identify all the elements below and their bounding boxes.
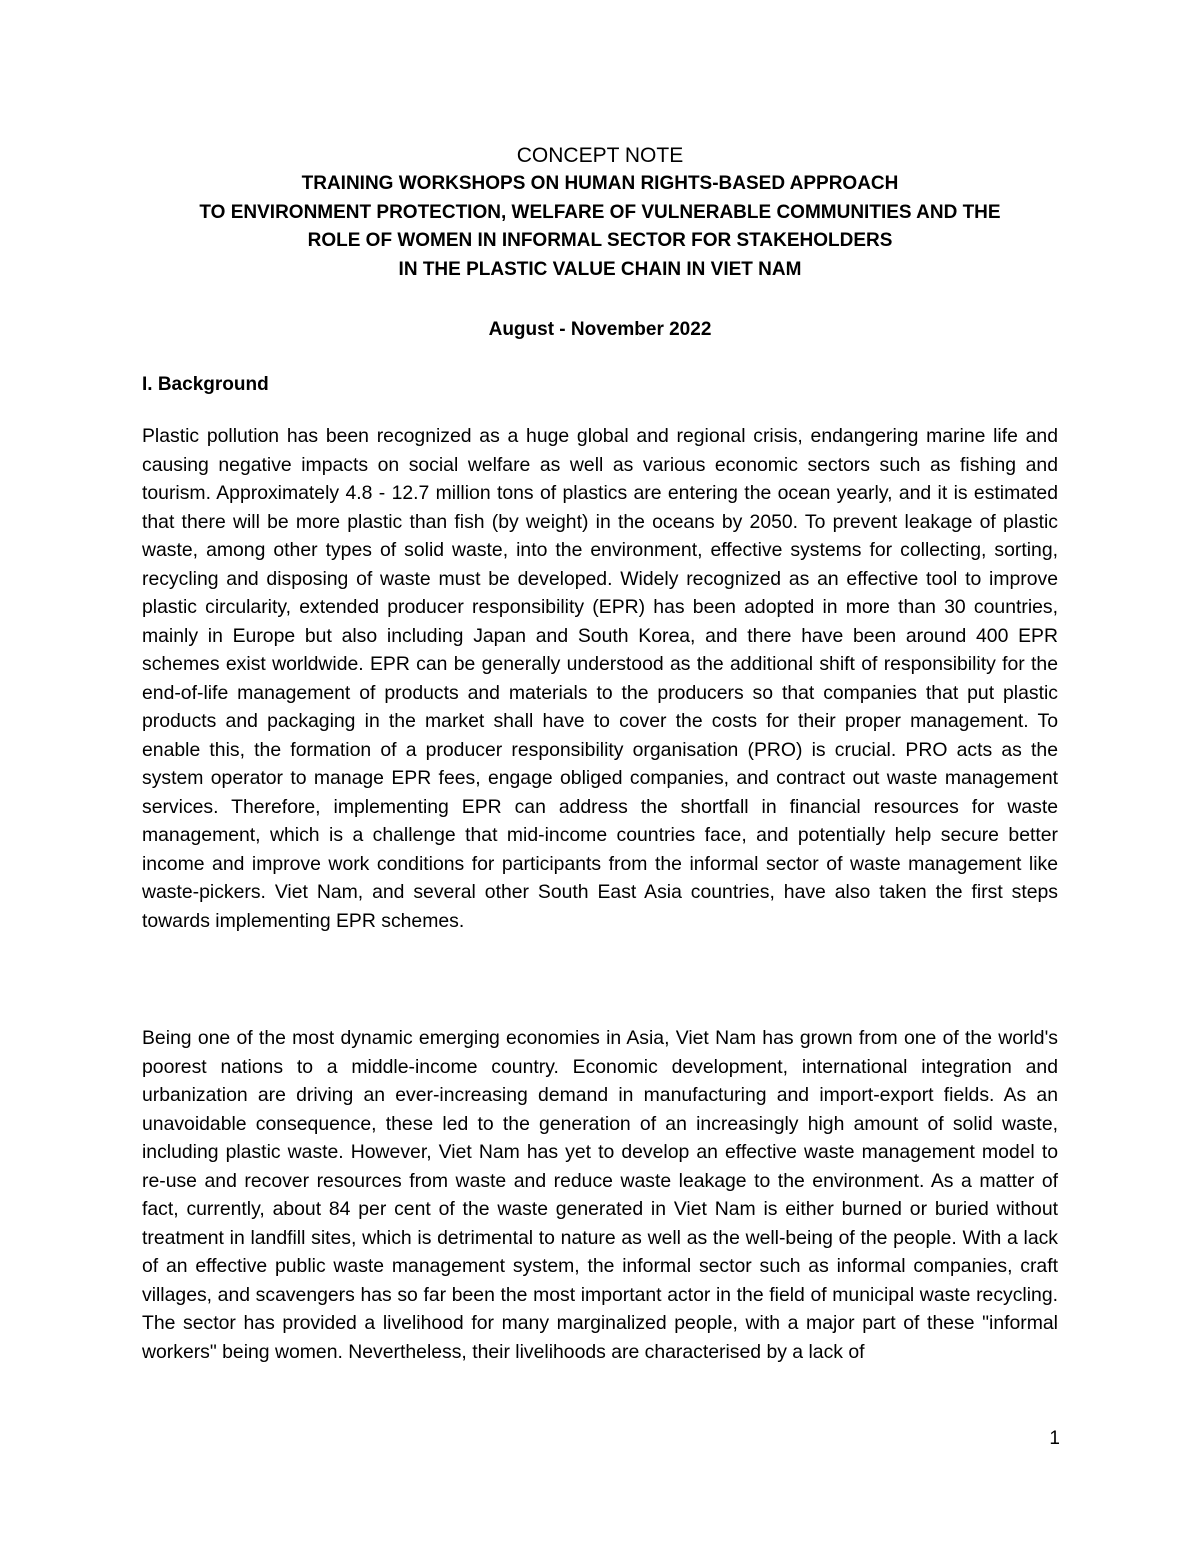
subtitle-line-2: TO ENVIRONMENT PROTECTION, WELFARE OF VULNERABLE COMMUNITIES AND THE (199, 201, 1001, 223)
date-range: August - November 2022 (488, 319, 712, 340)
section-heading: I. Background (142, 374, 269, 395)
body-paragraph-1: Plastic pollution has been recognized as a huge global and regional crisis, endangering marine life and causing negative impacts on social welfare as well as various economic sectors such as fishing and tourism. Approximately 4.8 - 12.7 million tons of plastics are entering the ocean yearly, and it is estimated that there will be more plastic than fish (by weight) in the oceans by 2050. To prevent leakage of plastic waste, among other types of solid waste, into the environment, effective systems for collecting, sorting, recycling and disposing of waste must be developed. Widely recognized as an effective tool to improve plastic circularity, extended producer responsibility (EPR) has been adopted in more than 30 countries, mainly in Europe but also including Japan and South Korea, and there have been around 400 EPR schemes exist worldwide. EPR can be generally understood as the additional shift of responsibility for the end-of-life management of products and materials to the producers so that companies that put plastic products and packaging in the market shall have to cover the costs for their proper management. To enable this, the formation of a producer responsibility organisation (PRO) is crucial. PRO acts as the system operator to manage EPR fees, engage obliged companies, and contract out waste management services. Therefore, implementing EPR can address the shortfall in financial resources for waste management, which is a challenge that mid-income countries face, and potentially help secure better income and improve work conditions for participants from the informal sector of waste management like waste-pickers. Viet Nam, and several other South East Asia countries, have also taken the first steps towards implementing EPR schemes. (142, 425, 1058, 932)
subtitle-line-3: ROLE OF WOMEN IN INFORMAL SECTOR FOR STAKEHOLDERS (307, 230, 893, 251)
body-paragraph-2: Being one of the most dynamic emerging economies in Asia, Viet Nam has grown from one of the world's poorest nations to a middle-income country. Economic development, international integration and urbanization are driving an ever-increasing demand in manufacturing and import-export fields. As an unavoidable consequence, these led to the generation of an increasingly high amount of solid waste, including plastic waste. However, Viet Nam has yet to develop an effective waste management model to re-use and recover resources from waste and reduce waste leakage to the environment. As a matter of fact, currently, about 84 per cent of the waste generated in Viet Nam is either burned or buried without treatment in landfill sites, which is detrimental to nature as well as the well-being of the people. With a lack of an effective public waste management system, the informal sector such as informal companies, craft villages, and scavengers has so far been the most important actor in the field of municipal waste recycling. The sector has provided a livelihood for many marginalized people, with a major part of these "informal workers" being women. Nevertheless, their livelihoods are characterised by a lack of (142, 1027, 1058, 1363)
title-block (142, 142, 1058, 284)
subtitle-line-1: TRAINING WORKSHOPS ON HUMAN RIGHTS-BASED APPROACH (301, 173, 899, 194)
subtitle-line-4: IN THE PLASTIC VALUE CHAIN IN VIET NAM (398, 258, 802, 280)
page-number: 1 (1049, 1428, 1060, 1449)
document-title: CONCEPT NOTE (516, 144, 684, 167)
